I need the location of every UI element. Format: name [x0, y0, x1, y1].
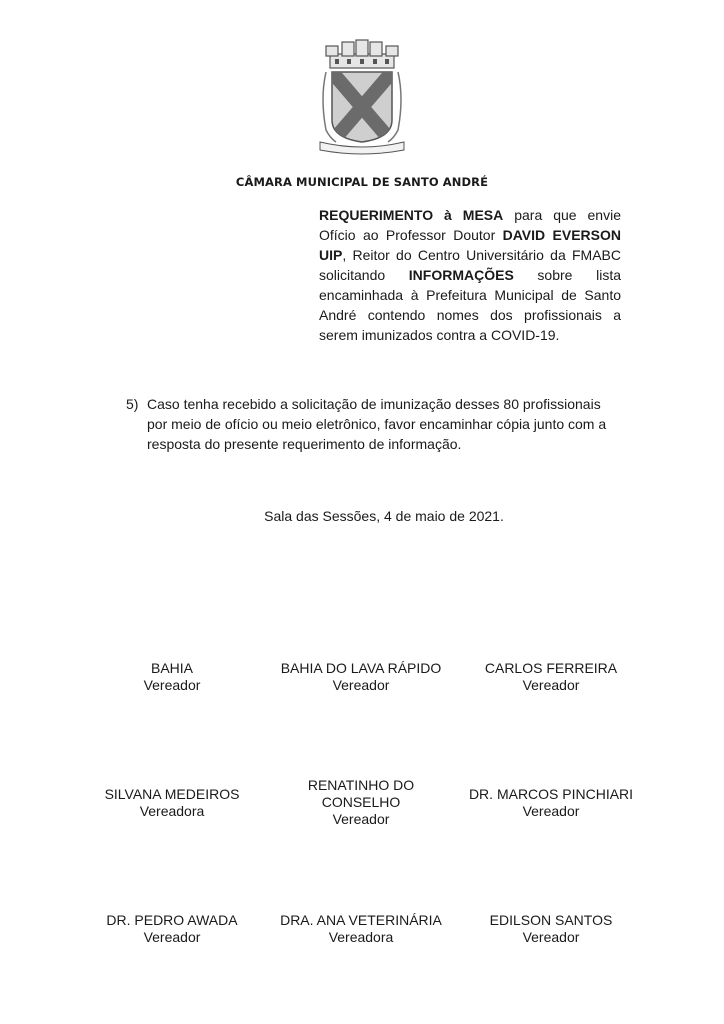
signature-block [77, 786, 267, 820]
signatory-role: Vereadora [328, 929, 394, 945]
signatory-role: Vereador [143, 929, 201, 945]
summary-text-3: sobre lista encaminhada à Prefeitura Municipal de Santo André contendo nomes dos profissionais a serem imunizados contra a COVID-19. [319, 267, 621, 343]
summary-bold-name: DAVID EVERSON UIP [319, 227, 621, 263]
signatory-role: Vereador [143, 677, 201, 693]
signatory-name: BAHIA [150, 660, 193, 676]
signatory-role: Vereador [522, 929, 580, 945]
list-item-number: 5) [126, 396, 139, 412]
summary-bold-info: INFORMAÇÕES [408, 267, 514, 283]
signature-block [456, 786, 646, 820]
coat-of-arms-logo [316, 38, 408, 156]
signatory-role: Vereador [522, 677, 580, 693]
summary-text-2: , Reitor do Centro Universitário da FMABC solicitando [319, 247, 621, 283]
signatory-role: Vereadora [139, 803, 205, 819]
signature-block [456, 912, 646, 946]
signatory-name: RENATINHO DO CONSELHO [307, 777, 415, 810]
signatory-name: DR. MARCOS PINCHIARI [468, 786, 634, 802]
institution-title: CÂMARA MUNICIPAL DE SANTO ANDRÉ [235, 175, 489, 189]
summary-text-1: para que envie Ofício ao Professor Doutor [319, 207, 621, 243]
signatory-role: Vereador [332, 811, 390, 827]
signatory-name: SILVANA MEDEIROS [104, 786, 240, 802]
signatory-name: EDILSON SANTOS [489, 912, 613, 928]
signatory-role: Vereador [522, 803, 580, 819]
summary-bold-request: REQUERIMENTO à MESA [319, 207, 504, 223]
session-date: Sala das Sessões, 4 de maio de 2021. [264, 508, 504, 524]
signatory-role: Vereador [332, 677, 390, 693]
signatory-name: BAHIA DO LAVA RÁPIDO [280, 660, 442, 676]
list-item-text: Caso tenha recebido a solicitação de imunização desses 80 profissionais por meio de ofício ou meio eletrônico, favor encaminhar cópia junto com a resposta do presente requerimento de informação. [147, 396, 607, 452]
signatory-name: DR. PEDRO AWADA [106, 912, 238, 928]
request-summary [319, 205, 621, 345]
signature-block [77, 912, 267, 946]
signature-block [266, 912, 456, 946]
signature-block [266, 660, 456, 694]
signatory-name: DRA. ANA VETERINÁRIA [280, 912, 442, 928]
signature-block [456, 660, 646, 694]
signature-block [77, 660, 267, 694]
list-item-5 [126, 394, 622, 454]
signature-block [266, 777, 456, 828]
signatory-name: CARLOS FERREIRA [484, 660, 618, 676]
